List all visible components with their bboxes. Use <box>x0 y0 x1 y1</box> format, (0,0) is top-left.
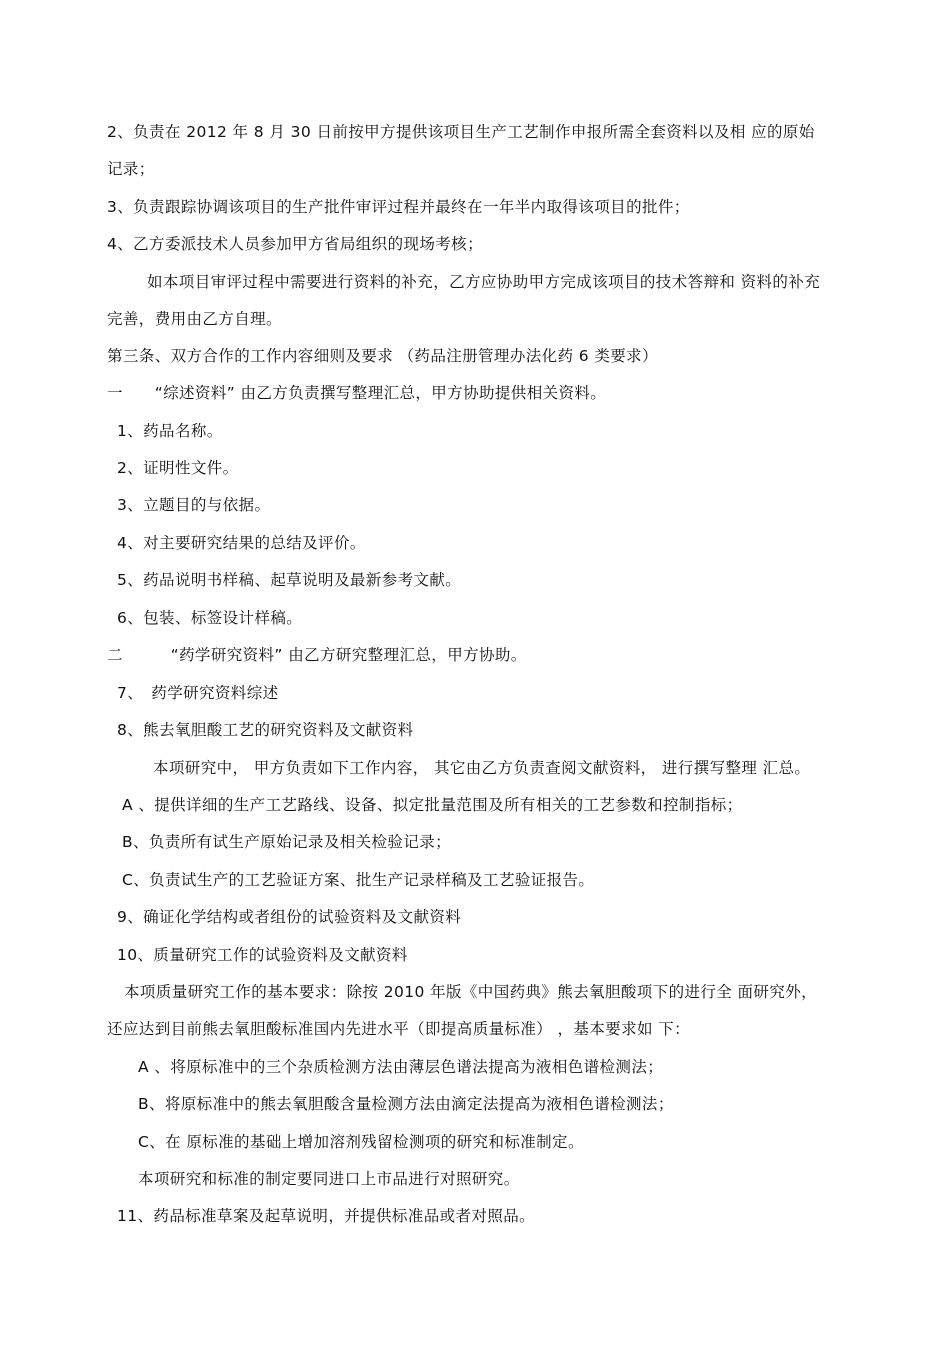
paragraph-line: 还应达到目前熊去氧胆酸标准国内先进水平（即提高质量标准） ，基本要求如 下： <box>107 1020 691 1038</box>
list-item: 7、 药学研究资料综述 <box>117 684 279 702</box>
sub-list-item: A 、将原标准中的三个杂质检测方法由薄层色谱法提高为液相色谱检测法； <box>138 1058 664 1076</box>
paragraph-line: 3、负责跟踪协调该项目的生产批件审评过程并最终在一年半内取得该项目的批件； <box>107 198 690 216</box>
paragraph-line: 完善，费用由乙方自理。 <box>107 310 282 328</box>
list-item: 6、包装、标签设计样稿。 <box>117 609 303 627</box>
list-item: 3、立题目的与依据。 <box>117 496 271 514</box>
sub-list-item: B、负责所有试生产原始记录及相关检验记录； <box>122 833 452 851</box>
list-item: 2、证明性文件。 <box>117 459 239 477</box>
paragraph-line: 2、负责在 2012 年 8 月 30 日前按甲方提供该项目生产工艺制作申报所需全套资料以及相 应的原始 <box>107 123 815 141</box>
subsection-heading: 二 “药学研究资料” 由乙方研究整理汇总，甲方协助。 <box>107 646 527 664</box>
paragraph-line: 如本项目审评过程中需要进行资料的补充，乙方应协助甲方完成该项目的技术答辩和 资料的补充 <box>147 273 821 291</box>
list-item: 1、药品名称。 <box>117 422 223 440</box>
list-item: 8、熊去氧胆酸工艺的研究资料及文献资料 <box>117 721 414 739</box>
list-item: 5、药品说明书样稿、起草说明及最新参考文献。 <box>117 571 462 589</box>
paragraph-line: 4、乙方委派技术人员参加甲方省局组织的现场考核； <box>107 235 483 253</box>
sub-list-item: C、负责试生产的工艺验证方案、批生产记录样稿及工艺验证报告。 <box>122 871 595 889</box>
sub-list-item: C、在 原标准的基础上增加溶剂残留检测项的研究和标准制定。 <box>138 1133 584 1151</box>
subsection-heading: 一 “综述资料” 由乙方负责撰写整理汇总，甲方协助提供相关资料。 <box>107 384 607 402</box>
sub-list-item: A 、提供详细的生产工艺路线、设备、拟定批量范围及所有相关的工艺参数和控制指标； <box>122 796 743 814</box>
list-item: 9、确证化学结构或者组份的试验资料及文献资料 <box>117 908 462 926</box>
paragraph-line: 本项研究和标准的制定要同进口上市品进行对照研究。 <box>138 1170 520 1188</box>
paragraph-line: 记录； <box>107 160 155 178</box>
list-item: 10、质量研究工作的试验资料及文献资料 <box>117 946 408 964</box>
sub-list-item: B、将原标准中的熊去氧胆酸含量检测方法由滴定法提高为液相色谱检测法； <box>138 1095 674 1113</box>
section-heading: 第三条、双方合作的工作内容细则及要求 （药品注册管理办法化药 6 类要求） <box>107 347 658 365</box>
paragraph-line: 本项质量研究工作的基本要求：除按 2010 年版《中国药典》熊去氧胆酸项下的进行全 面研究外， <box>124 983 818 1001</box>
paragraph-line: 本项研究中， 甲方负责如下工作内容， 其它由乙方负责查阅文献资料， 进行撰写整理 汇总。 <box>153 759 811 777</box>
list-item: 4、对主要研究结果的总结及评价。 <box>117 534 366 552</box>
list-item: 11、药品标准草案及起草说明，并提供标准品或者对照品。 <box>117 1207 536 1225</box>
